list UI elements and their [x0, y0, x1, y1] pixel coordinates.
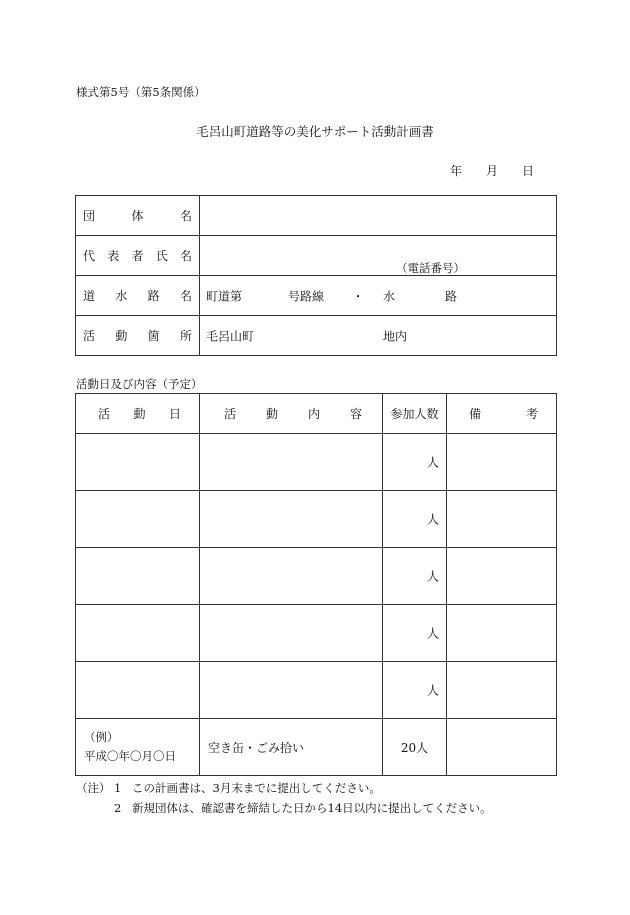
example-date-cell — [76, 719, 200, 776]
date-cell[interactable] — [76, 491, 200, 548]
label-location: 活 動 箇 所 — [76, 316, 200, 356]
person-unit: 人 — [426, 512, 439, 527]
label-road-waterway: 道 水 路 名 — [76, 276, 200, 316]
waterway-char-1: 水 — [383, 289, 396, 303]
schedule-row — [76, 662, 557, 719]
separator-dot: ・ — [352, 289, 365, 303]
note-number: 1 — [114, 781, 122, 795]
date-cell[interactable] — [76, 662, 200, 719]
schedule-row — [76, 491, 557, 548]
date-cell[interactable] — [76, 605, 200, 662]
header-activity-content: 活 動 内 容 — [200, 394, 383, 434]
form-number: 様式第5号（第5条関係） — [76, 85, 206, 99]
info-row-road-waterway — [76, 276, 557, 316]
content-cell[interactable] — [200, 434, 383, 491]
road-waterway-field[interactable] — [200, 276, 557, 316]
info-row-representative — [76, 236, 557, 276]
road-prefix-text: 町道第 — [206, 289, 243, 303]
participants-cell[interactable] — [383, 548, 447, 605]
remarks-cell[interactable] — [447, 491, 557, 548]
example-participants-cell — [383, 719, 447, 776]
person-unit: 人 — [426, 626, 439, 641]
example-content: 空き缶・ごみ拾い — [208, 740, 305, 755]
date-year: 年 — [450, 164, 463, 178]
content-cell[interactable] — [200, 605, 383, 662]
phone-number-note: （電話番号） — [396, 261, 465, 275]
example-remarks-cell — [447, 719, 557, 776]
road-line-text: 号路線 — [288, 289, 325, 303]
group-name-field[interactable] — [200, 196, 557, 236]
remarks-cell[interactable] — [447, 434, 557, 491]
participants-cell[interactable] — [383, 434, 447, 491]
document-title: 毛呂山町道路等の美化サポート活動計画書 — [196, 124, 434, 139]
content-cell[interactable] — [200, 491, 383, 548]
note-text: この計画書は、3月末までに提出してください。 — [132, 781, 381, 795]
header-remarks: 備 考 — [447, 394, 557, 434]
example-row — [76, 719, 557, 776]
location-field[interactable] — [200, 316, 557, 356]
label-group-name: 団 体 名 — [76, 196, 200, 236]
header-participants: 参加人数 — [383, 394, 447, 434]
location-town-text: 毛呂山町 — [206, 329, 255, 343]
example-participants: 20人 — [400, 740, 429, 755]
content-cell[interactable] — [200, 548, 383, 605]
participants-cell[interactable] — [383, 605, 447, 662]
schedule-row — [76, 605, 557, 662]
schedule-table — [75, 393, 557, 776]
waterway-char-2: 路 — [445, 289, 458, 303]
schedule-label: 活動日及び内容（予定） — [76, 377, 203, 391]
remarks-cell[interactable] — [447, 662, 557, 719]
person-unit: 人 — [426, 569, 439, 584]
location-area-text: 地内 — [383, 329, 408, 343]
date-cell[interactable] — [76, 434, 200, 491]
schedule-row — [76, 548, 557, 605]
participants-cell[interactable] — [383, 662, 447, 719]
date-cell[interactable] — [76, 548, 200, 605]
note-number: 2 — [114, 801, 122, 815]
remarks-cell[interactable] — [447, 605, 557, 662]
header-activity-date: 活 動 日 — [76, 394, 200, 434]
remarks-cell[interactable] — [447, 548, 557, 605]
info-row-location — [76, 316, 557, 356]
notes-mark: （注） — [76, 781, 111, 795]
info-row-group-name — [76, 196, 557, 236]
person-unit: 人 — [426, 683, 439, 698]
note-text: 新規団体は、確認書を締結した日から14日以内に提出してください。 — [132, 801, 492, 815]
schedule-header-row — [76, 394, 557, 434]
date-day: 日 — [522, 164, 535, 178]
example-label: （例） — [84, 730, 119, 744]
applicant-info-table — [75, 195, 557, 356]
person-unit: 人 — [426, 455, 439, 470]
schedule-row — [76, 434, 557, 491]
representative-field[interactable] — [200, 236, 557, 276]
content-cell[interactable] — [200, 662, 383, 719]
example-date: 平成〇年〇月〇日 — [84, 749, 176, 763]
participants-cell[interactable] — [383, 491, 447, 548]
label-representative: 代 表 者 氏 名 — [76, 236, 200, 276]
date-month: 月 — [486, 164, 499, 178]
example-content-cell — [200, 719, 383, 776]
